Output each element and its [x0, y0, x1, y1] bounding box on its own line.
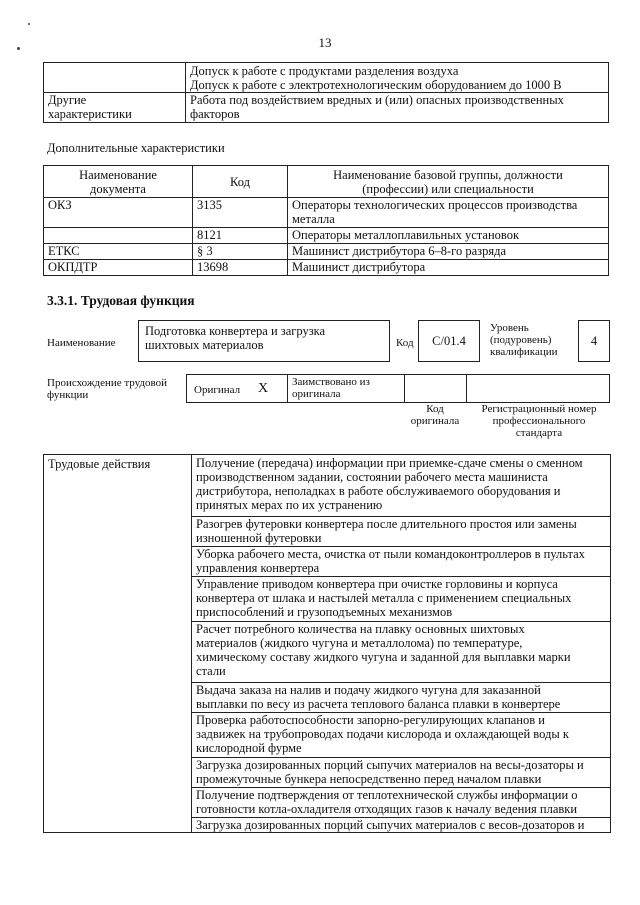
table-row — [44, 228, 609, 244]
row-doc: ОКЗ — [44, 198, 193, 228]
code-label: Код — [396, 337, 414, 349]
additional-table — [43, 165, 609, 276]
action-item: Загрузка дозированных порций сыпучих материалов на весы-дозаторы и промежуточные бункера непосредственно перед началом плавки — [192, 758, 611, 788]
action-row — [44, 455, 611, 517]
divider — [287, 374, 288, 403]
row-name: Машинист дистрибутора — [288, 260, 609, 276]
row-doc: ЕТКС — [44, 244, 193, 260]
borrowed-label: Заимствовано из оригинала — [292, 376, 370, 400]
section-title: 3.3.1. Трудовая функция — [47, 293, 195, 308]
header-doc: Наименование документа — [44, 166, 193, 198]
row-doc: ОКПДТР — [44, 260, 193, 276]
action-item: Получение (передача) информации при приемке-сдаче смены о сменном производственном задании, состоянии рабочего места машиниста дистрибутора, неполадках в работе обслуживаемого оборудования и принятых мерах по их устранению — [192, 455, 611, 517]
action-item: Выдача заказа на налив и подачу жидкого чугуна для заказанной выплавки по весу из расчета теплового баланса плавки в конвертере — [192, 683, 611, 713]
origin-label: Происхождение трудовой функции — [47, 377, 168, 401]
action-item: Управление приводом конвертера при очистке горловины и корпуса конвертера от шлака и настылей металла с применением специальных приспособлений и грузоподъемных механизмов — [192, 577, 611, 622]
actions-label: Трудовые действия — [44, 455, 192, 833]
top-row-1-left — [44, 63, 186, 93]
original-mark: X — [258, 381, 269, 396]
row-name: Машинист дистрибутора 6–8-го разряда — [288, 244, 609, 260]
origin-table — [186, 374, 610, 403]
reg-number-caption: Регистрационный номер профессионального стандарта — [481, 403, 597, 439]
additional-heading: Дополнительные характеристики — [47, 141, 225, 155]
row-code: 8121 — [193, 228, 288, 244]
original-label: Оригинал — [194, 384, 241, 396]
level-value: 4 — [578, 320, 610, 362]
top-row-2-left: Другие характеристики — [44, 93, 186, 123]
divider — [466, 374, 467, 403]
header-code: Код — [193, 166, 288, 198]
action-item: Расчет потребного количества на плавку основных шихтовых материалов (жидкого чугуна и металлолома) по температуре, химическому составу жидкого чугуна и заданной для выплавки марки стали — [192, 622, 611, 683]
table-row — [44, 198, 609, 228]
top-row-1-right: Допуск к работе с продуктами разделения воздуха Допуск к работе с электротехнологическим оборудованием до 1000 В — [186, 63, 609, 93]
divider — [404, 374, 405, 403]
row-code: 13698 — [193, 260, 288, 276]
header-name: Наименование базовой группы, должности (профессии) или специальности — [288, 166, 609, 198]
page-number: 13 — [318, 35, 332, 50]
action-item: Загрузка дозированных порций сыпучих материалов с весов-дозаторов и — [192, 818, 611, 833]
row-doc — [44, 228, 193, 244]
actions-table — [43, 454, 611, 833]
top-row-2-right: Работа под воздействием вредных и (или) опасных производственных факторов — [186, 93, 609, 123]
level-label: Уровень (подуровень) квалификации — [490, 322, 558, 358]
code-original-caption: Код оригинала — [410, 403, 460, 427]
row-name: Операторы технологических процессов производства металла — [288, 198, 609, 228]
action-item: Получение подтверждения от теплотехнической службы информации о готовности котла-охладителя отходящих газов к началу ведения плавки — [192, 788, 611, 818]
scan-speck — [28, 23, 30, 25]
scan-speck — [17, 47, 20, 50]
row-name: Операторы металлоплавильных установок — [288, 228, 609, 244]
function-code: C/01.4 — [418, 320, 480, 362]
row-code: § 3 — [193, 244, 288, 260]
top-table — [43, 62, 609, 123]
function-name: Подготовка конвертера и загрузка шихтовых материалов — [138, 320, 390, 362]
table-row — [44, 260, 609, 276]
name-label: Наименование — [47, 337, 116, 349]
action-item: Проверка работоспособности запорно-регулирующих клапанов и задвижек на трубопроводах подачи кислорода и охлаждающей воды к кислородной фурме — [192, 713, 611, 758]
action-item: Разогрев футеровки конвертера после длительного простоя или замены изношенной футеровки — [192, 517, 611, 547]
action-item: Уборка рабочего места, очистка от пыли командоконтроллеров в пультах управления конвертера — [192, 547, 611, 577]
table-row — [44, 244, 609, 260]
row-code: 3135 — [193, 198, 288, 228]
